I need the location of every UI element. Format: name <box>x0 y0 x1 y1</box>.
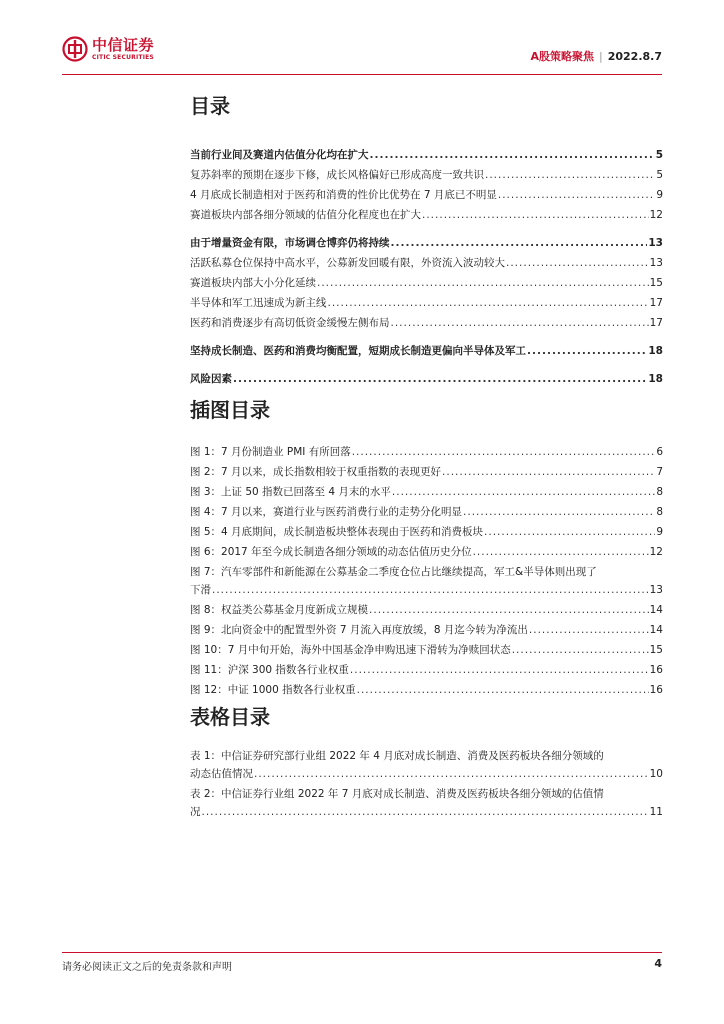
figure-entry-page: 13 <box>649 584 663 596</box>
figures-list <box>190 440 663 698</box>
figure-entry-text: 图 10：7 月中旬开始，海外中国基金净申购迅速下滑转为净赎回状态 <box>190 644 511 656</box>
toc-entry-page: 9 <box>656 189 663 201</box>
table-entry-text-continued: 动态估值情况 <box>190 768 253 780</box>
toc-entry-page: 18 <box>648 345 663 357</box>
contents-list <box>190 143 663 387</box>
toc-entry-text: 由于增量资金有限，市场调仓博弈仍将持续 <box>190 237 390 249</box>
toc-entry-text: 半导体和军工迅速成为新主线 <box>190 297 327 309</box>
figure-entry-continued[interactable] <box>190 580 663 598</box>
logo-english-name: CITIC SECURITIES <box>92 53 154 61</box>
figure-entry-text: 图 5：4 月底期间，成长制造板块整体表现由于医药和消费板块 <box>190 526 484 538</box>
figure-entry-page: 16 <box>649 684 663 696</box>
figures-title: 插图目录 <box>190 398 270 422</box>
table-entry-page: 10 <box>649 768 663 780</box>
table-entry[interactable] <box>190 744 663 764</box>
header-report-info <box>530 51 662 63</box>
toc-entry-text: 赛道板块内部大小分化延续 <box>190 277 316 289</box>
tables-list <box>190 744 663 820</box>
toc-entry[interactable] <box>190 231 663 251</box>
figure-entry[interactable] <box>190 460 663 480</box>
report-date: 2022.8.7 <box>607 50 662 63</box>
toc-entry[interactable] <box>190 143 663 163</box>
figure-entry-text: 图 6：2017 年至今成长制造各细分领域的动态估值历史分位 <box>190 546 472 558</box>
figure-entry-text: 图 2：7 月以来，成长指数相较于权重指数的表现更好 <box>190 466 442 478</box>
logo-chinese-name: 中信证券 <box>92 35 155 54</box>
toc-entry[interactable] <box>190 311 663 331</box>
footer-disclaimer: 请务必阅读正文之后的免责条款和声明 <box>62 962 232 973</box>
figure-entry-text: 图 4：7 月以来，赛道行业与医药消费行业的走势分化明显 <box>190 506 463 518</box>
toc-entry[interactable] <box>190 183 663 203</box>
figure-entry[interactable] <box>190 520 663 540</box>
toc-entry[interactable] <box>190 291 663 311</box>
contents-title: 目录 <box>190 94 230 118</box>
table-entry-continued[interactable] <box>190 802 663 820</box>
table-entry-page: 11 <box>649 806 663 818</box>
figure-entry[interactable] <box>190 658 663 678</box>
figure-entry[interactable] <box>190 560 663 580</box>
toc-entry-page: 5 <box>655 149 663 161</box>
header-divider <box>62 74 662 75</box>
figure-entry-page: 15 <box>649 644 663 656</box>
report-name: A股策略聚焦 <box>530 50 594 63</box>
figure-entry[interactable] <box>190 638 663 658</box>
toc-entry[interactable] <box>190 163 663 183</box>
figure-entry[interactable] <box>190 500 663 520</box>
toc-entry-page: 18 <box>648 373 663 385</box>
figure-entry-page: 6 <box>656 446 663 458</box>
toc-entry-text: 活跃私募仓位保持中高水平，公募新发回暖有限，外资流入波动较大 <box>190 257 505 269</box>
toc-entry-page: 17 <box>649 297 663 309</box>
toc-entry-text: 坚持成长制造、医药和消费均衡配置，短期成长制造更偏向半导体及军工 <box>190 345 526 357</box>
toc-entry-text: 医药和消费逐步有高切低资金缓慢左侧布局 <box>190 317 390 329</box>
figure-entry-page: 8 <box>656 506 663 518</box>
figure-entry-page: 9 <box>656 526 663 538</box>
citic-logo-icon <box>62 36 88 62</box>
figure-entry-page: 16 <box>649 664 663 676</box>
figure-entry[interactable] <box>190 480 663 500</box>
footer-divider <box>62 952 662 953</box>
toc-entry-text: 4 月底成长制造相对于医药和消费的性价比优势在 7 月底已不明显 <box>190 189 497 201</box>
figure-entry-text: 图 9：北向资金中的配置型外资 7 月流入再度放缓，8 月迄今转为净流出 <box>190 624 528 636</box>
figure-entry[interactable] <box>190 540 663 560</box>
citic-logo <box>62 36 154 62</box>
figure-entry[interactable] <box>190 678 663 698</box>
toc-entry-text: 风险因素 <box>190 373 232 385</box>
toc-entry-page: 13 <box>649 257 663 269</box>
figure-entry-text: 图 3：上证 50 指数已回落至 4 月末的水平 <box>190 486 391 498</box>
toc-entry-page: 12 <box>649 209 663 221</box>
toc-entry-text: 复苏斜率的预期在逐步下修，成长风格偏好已形成高度一致共识 <box>190 169 484 181</box>
figure-entry-page: 14 <box>649 604 663 616</box>
figure-entry-page: 14 <box>649 624 663 636</box>
tables-title: 表格目录 <box>190 705 270 729</box>
table-entry[interactable] <box>190 782 663 802</box>
toc-entry-page: 17 <box>649 317 663 329</box>
header-separator: | <box>599 50 603 63</box>
table-entry-continued[interactable] <box>190 764 663 782</box>
toc-entry-page: 13 <box>648 237 663 249</box>
figure-entry-page: 12 <box>649 546 663 558</box>
figure-entry-page: 8 <box>656 486 663 498</box>
toc-entry[interactable] <box>190 339 663 359</box>
figure-entry-text: 图 12：中证 1000 指数各行业权重 <box>190 684 356 696</box>
toc-entry-text: 当前行业间及赛道内估值分化均在扩大 <box>190 149 369 161</box>
figure-entry-text: 图 7：汽车零部件和新能源在公募基金二季度仓位占比继续提高，军工&半导体则出现了 <box>190 566 597 578</box>
toc-entry-text: 赛道板块内部各细分领域的估值分化程度也在扩大 <box>190 209 421 221</box>
table-entry-text: 表 1：中信证券研究部行业组 2022 年 4 月底对成长制造、消费及医药板块各细分领域的 <box>190 750 604 762</box>
page-header <box>62 34 662 76</box>
figure-entry[interactable] <box>190 618 663 638</box>
table-entry-text: 表 2：中信证券行业组 2022 年 7 月底对成长制造、消费及医药板块各细分领域的估值情 <box>190 788 604 800</box>
toc-entry[interactable] <box>190 251 663 271</box>
figure-entry-text: 图 8：权益类公募基金月度新成立规模 <box>190 604 369 616</box>
toc-entry-page: 5 <box>656 169 663 181</box>
toc-entry[interactable] <box>190 367 663 387</box>
figure-entry-text-continued: 下滑 <box>190 584 211 596</box>
figure-entry-page: 7 <box>656 466 663 478</box>
figure-entry-text: 图 11：沪深 300 指数各行业权重 <box>190 664 349 676</box>
toc-entry[interactable] <box>190 271 663 291</box>
page-number: 4 <box>654 957 662 970</box>
figure-entry[interactable] <box>190 440 663 460</box>
toc-entry[interactable] <box>190 203 663 223</box>
figure-entry[interactable] <box>190 598 663 618</box>
table-entry-text-continued: 况 <box>190 806 201 818</box>
toc-entry-page: 15 <box>649 277 663 289</box>
figure-entry-text: 图 1：7 月份制造业 PMI 有所回落 <box>190 446 351 458</box>
